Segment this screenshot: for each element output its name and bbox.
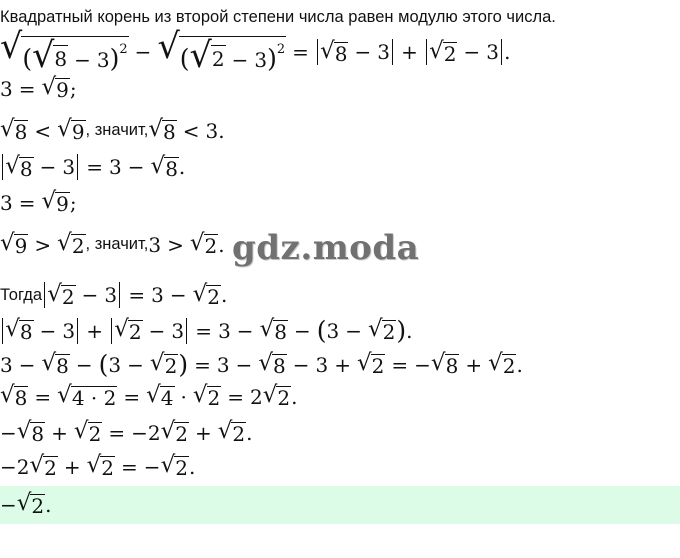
formula-line-6: √ 9 > √ 2 , значит, 3 > √ 2 .: [0, 230, 225, 258]
formula-line-1: √ ( √ 8 − 3)$^2$ − √ ( √ 2 − 3)$^2$ = √ 8 − 3 + √ 2 − 3 .: [0, 27, 511, 76]
formula-line-10: √ 8 = √ 4 · 2 = √ 4 · √ 2 = 2 √ 2 .: [0, 382, 298, 410]
formula-line-2: 3 = √ 9 ;: [0, 74, 77, 102]
intro-text: Квадратный корень из второй степени числа равен модулю этого числа.: [0, 8, 556, 26]
formula-line-5: 3 = √ 9 ;: [0, 188, 77, 216]
znachit-text-2: , значит,: [85, 235, 149, 253]
togda-text: Тогда: [0, 285, 43, 304]
formula-line-11: − √ 8 + √ 2 = −2 √ 2 + √ 2 .: [0, 418, 253, 446]
formula-line-7: Тогда √ 2 − 3 = 3 − √ 2 .: [0, 280, 228, 309]
final-answer: − √ 2 .: [0, 490, 52, 518]
formula-line-8: √ 8 − 3 + √ 2 − 3 = 3 − √ 8 − ( 3 − √ 2 ) .: [0, 316, 413, 345]
formula-line-3: √ 8 < √ 9 , значит, √ 8 < 3.: [0, 116, 225, 144]
znachit-text-1: , значит,: [85, 121, 149, 139]
formula-line-9: 3 − √ 8 − ( 3 − √ 2 ) = 3 − √ 8 − 3 + √ 2 = − √ 8 + √ 2 .: [0, 350, 523, 379]
watermark: gdz.moda: [232, 228, 420, 268]
answer-highlight: [0, 486, 680, 524]
formula-line-4: √ 8 − 3 = 3 − √ 8 .: [0, 154, 185, 180]
formula-line-12: −2 √ 2 + √ 2 = − √ 2 .: [0, 452, 196, 480]
